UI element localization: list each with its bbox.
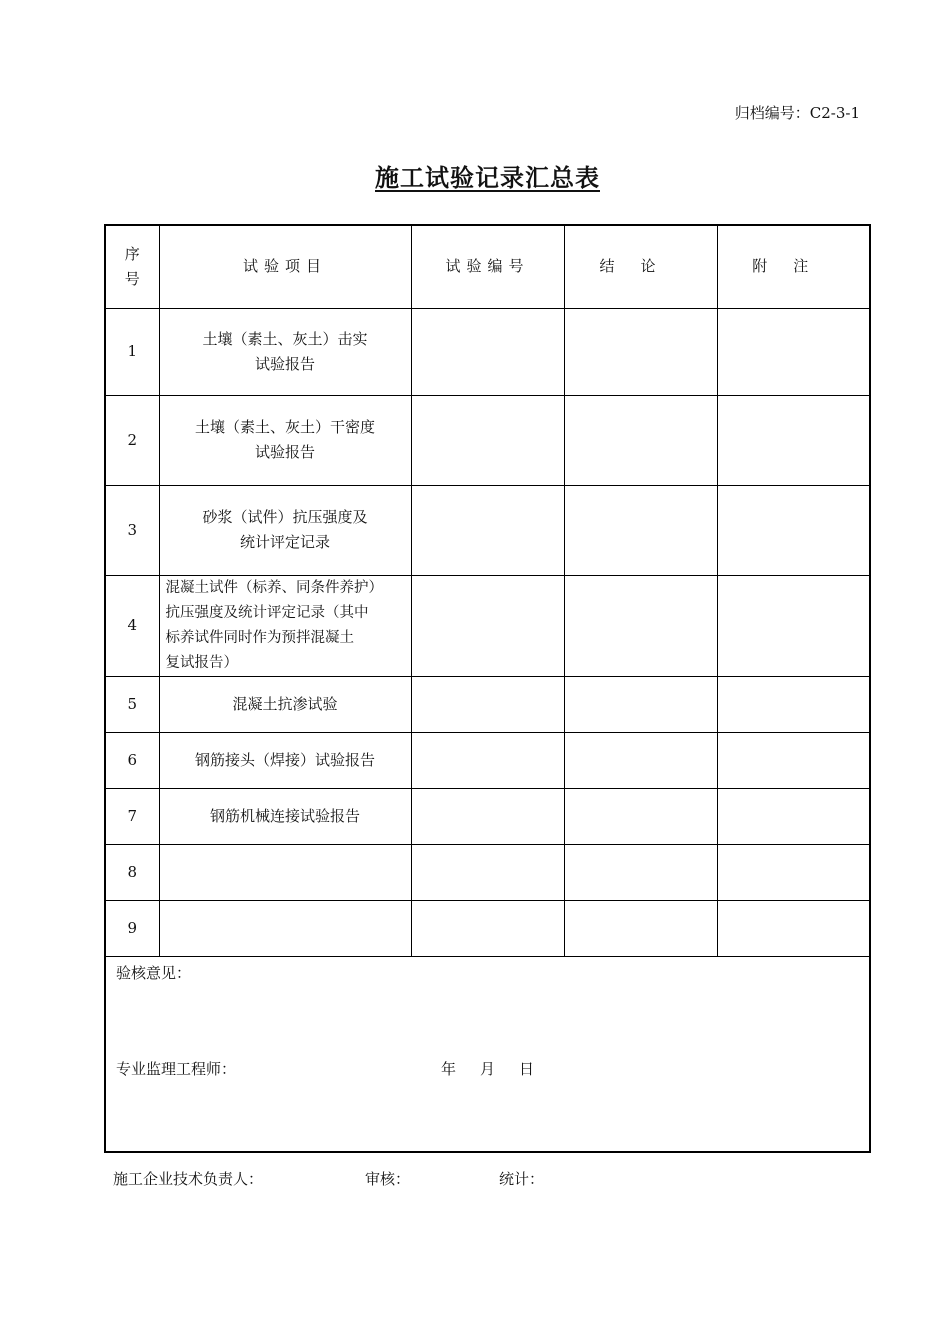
row-index: 8	[105, 844, 159, 900]
row-conclusion-cell[interactable]	[564, 485, 717, 575]
row-conclusion-cell[interactable]	[564, 732, 717, 788]
table-row	[105, 395, 870, 485]
statistician-label: 统计：	[499, 1170, 545, 1188]
row-conclusion-cell[interactable]	[564, 676, 717, 732]
row-item: 混凝土试件（标养、同条件养护） 抗压强度及统计评定记录（其中 标养试件同时作为预拌混凝土 复试报告）	[159, 575, 411, 676]
table-row	[105, 844, 870, 900]
row-item[interactable]	[159, 844, 411, 900]
row-number-cell[interactable]	[411, 900, 564, 956]
row-note-cell[interactable]	[717, 575, 870, 676]
row-item: 钢筋接头（焊接）试验报告	[159, 732, 411, 788]
row-note-cell[interactable]	[717, 732, 870, 788]
row-number-cell[interactable]	[411, 732, 564, 788]
date-year: 年	[441, 1059, 457, 1078]
row-conclusion-cell[interactable]	[564, 575, 717, 676]
reviewer-label: 审核：	[365, 1170, 411, 1188]
row-conclusion-cell[interactable]	[564, 308, 717, 395]
row-number-cell[interactable]	[411, 676, 564, 732]
row-index: 1	[105, 308, 159, 395]
row-conclusion-cell[interactable]	[564, 900, 717, 956]
row-note-cell[interactable]	[717, 676, 870, 732]
archive-code: C2-3-1	[809, 104, 860, 122]
test-summary-table	[104, 224, 871, 1153]
header-item: 试验项目	[159, 225, 411, 308]
archive-label: 归档编号：	[734, 104, 810, 122]
row-number-cell[interactable]	[411, 788, 564, 844]
header-conclusion: 结论	[564, 225, 717, 308]
row-index: 7	[105, 788, 159, 844]
table-row	[105, 575, 870, 676]
date-month: 月	[480, 1059, 496, 1078]
table-row	[105, 900, 870, 956]
row-item: 砂浆（试件）抗压强度及 统计评定记录	[159, 485, 411, 575]
remarks-label: 验核意见：	[116, 963, 192, 982]
row-number-cell[interactable]	[411, 485, 564, 575]
row-item[interactable]	[159, 900, 411, 956]
remarks-row	[105, 956, 870, 1152]
row-note-cell[interactable]	[717, 308, 870, 395]
archive-number	[735, 102, 860, 123]
row-note-cell[interactable]	[717, 788, 870, 844]
table-row	[105, 676, 870, 732]
row-number-cell[interactable]	[411, 575, 564, 676]
row-note-cell[interactable]	[717, 900, 870, 956]
row-conclusion-cell[interactable]	[564, 395, 717, 485]
row-conclusion-cell[interactable]	[564, 844, 717, 900]
remarks-cell[interactable]	[105, 956, 870, 1152]
row-item: 土壤（素土、灰土）干密度 试验报告	[159, 395, 411, 485]
header-number: 试验编号	[411, 225, 564, 308]
table-row	[105, 308, 870, 395]
row-index: 4	[105, 575, 159, 676]
table-row	[105, 788, 870, 844]
row-number-cell[interactable]	[411, 395, 564, 485]
row-item: 混凝土抗渗试验	[159, 676, 411, 732]
row-number-cell[interactable]	[411, 844, 564, 900]
row-note-cell[interactable]	[717, 844, 870, 900]
table-row	[105, 732, 870, 788]
row-note-cell[interactable]	[717, 395, 870, 485]
row-index: 5	[105, 676, 159, 732]
row-index: 3	[105, 485, 159, 575]
supervising-engineer-label: 专业监理工程师：	[116, 1059, 237, 1078]
page-title: 施工试验记录汇总表	[375, 163, 600, 192]
row-index: 6	[105, 732, 159, 788]
header-row	[105, 225, 870, 308]
date-fields	[441, 1057, 558, 1082]
row-item: 土壤（素土、灰土）击实 试验报告	[159, 308, 411, 395]
date-day: 日	[519, 1059, 535, 1078]
row-note-cell[interactable]	[717, 485, 870, 575]
header-index: 序 号	[105, 225, 159, 308]
row-item: 钢筋机械连接试验报告	[159, 788, 411, 844]
row-index: 2	[105, 395, 159, 485]
header-note: 附注	[717, 225, 870, 308]
row-index: 9	[105, 900, 159, 956]
tech-lead-label: 施工企业技术负责人：	[113, 1170, 264, 1188]
row-conclusion-cell[interactable]	[564, 788, 717, 844]
row-number-cell[interactable]	[411, 308, 564, 395]
table-row	[105, 485, 870, 575]
